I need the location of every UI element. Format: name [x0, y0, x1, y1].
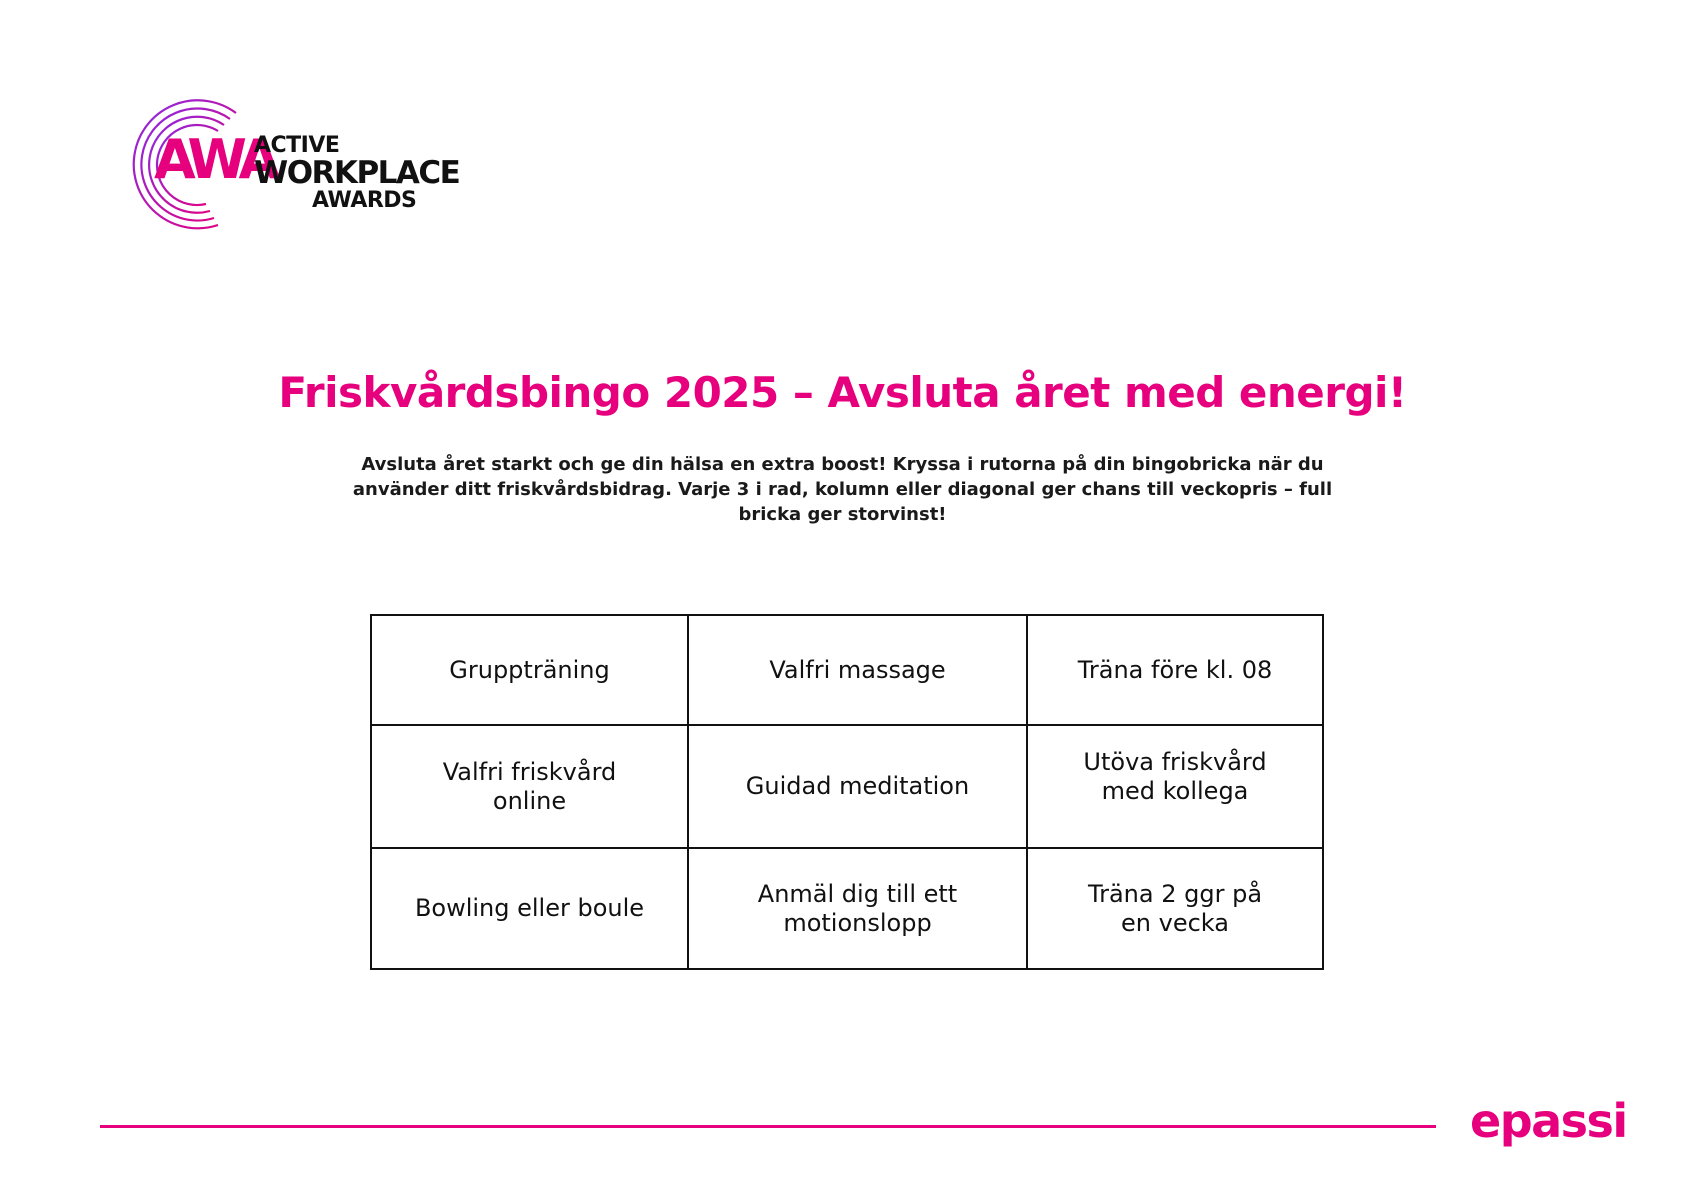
bingo-cell-anmal-motionslopp[interactable] [689, 849, 1028, 968]
bingo-cell-valfri-friskvard-online[interactable] [372, 726, 689, 849]
active-workplace-awards-logo [118, 95, 498, 235]
bingo-cell-text: Gruppträning [449, 655, 610, 684]
bingo-cell-guidad-meditation[interactable] [689, 726, 1028, 849]
intro-line: bricka ger storvinst! [738, 504, 947, 525]
bingo-cell-text: Utöva friskvård [1083, 747, 1267, 776]
bingo-cell-trana-2-ggr[interactable] [1028, 849, 1322, 968]
bingo-cell-text: online [492, 786, 567, 815]
bingo-cell-text: Guidad meditation [745, 772, 970, 800]
epassi-logo: epassi [1470, 1094, 1627, 1148]
logo-line-awards: AWARDS [312, 188, 417, 213]
bingo-card [370, 614, 1324, 970]
logo-line-active: ACTIVE [254, 133, 340, 158]
logo-wordmark [254, 135, 459, 212]
footer-divider [100, 1125, 1436, 1128]
bingo-cell-text: Träna 2 ggr på [1087, 879, 1263, 908]
intro-line: Avsluta året starkt och ge din hälsa en extra boost! Kryssa i rutorna på din bingobricka när du [361, 454, 1324, 475]
bingo-cell-text: Valfri massage [769, 655, 946, 684]
bingo-cell-text: Valfri friskvård [442, 757, 617, 786]
bingo-cell-trana-fore-kl-08[interactable] [1028, 616, 1322, 726]
awa-mark: AWA [154, 128, 275, 191]
bingo-cell-text: Anmäl dig till ett [757, 879, 958, 908]
intro-paragraph [330, 452, 1355, 527]
bingo-cell-utova-friskvard-med-kollega[interactable] [1028, 726, 1322, 849]
bingo-cell-bowling-eller-boule[interactable] [372, 849, 689, 968]
bingo-cell-text: Bowling eller boule [414, 894, 645, 922]
bingo-cell-text: med kollega [1101, 776, 1249, 805]
bingo-cell-text: motionslopp [783, 908, 932, 937]
bingo-cell-text: Träna före kl. 08 [1077, 655, 1273, 684]
page-title: Friskvårdsbingo 2025 – Avsluta året med energi! [278, 368, 1407, 417]
bingo-cell-valfri-massage[interactable] [689, 616, 1028, 726]
intro-line: använder ditt friskvårdsbidrag. Varje 3 i rad, kolumn eller diagonal ger chans till veckopris – full [352, 479, 1333, 500]
bingo-cell-gropptraning[interactable] [372, 616, 689, 726]
logo-line-workplace: WORKPLACE [254, 155, 460, 191]
bingo-cell-text: en vecka [1121, 908, 1229, 937]
